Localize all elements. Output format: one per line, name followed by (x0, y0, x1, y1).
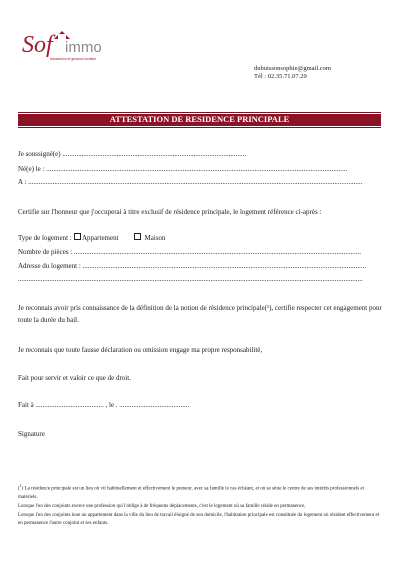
signature-label: Signature (18, 430, 45, 438)
logo-tagline: transaction et gérance locative (50, 57, 96, 61)
address-dots: .................................................................................................................................................................. (82, 262, 367, 270)
address-dots-2: ..................................................................................................................................................................................................... (18, 275, 363, 283)
housing-type-label: Type de logement : (18, 234, 72, 242)
apartment-option-label: Appartement (82, 234, 119, 242)
footnote-text-2: Lorsque l'un des conjoints exerce une profession qui l'oblige à de fréquents déplacements, c'est le logement où sa famille réside en permanence, (18, 504, 306, 510)
undersigned-line: Je soussigné(e) ......................................................................................................... (18, 150, 247, 158)
company-logo (20, 22, 130, 66)
logo-script-text: Sof (22, 32, 53, 58)
contact-email: dubuissonsophie@gmail.com (254, 65, 331, 72)
sofimmo-logo-graphic (20, 22, 130, 66)
footnote-definition: ($^1$) La résidence principale est un lieu où vit habituellement et effectivement le preneur, avec sa famille le cas échéant, et où se situe le centre de ses intérêts professionnels et matériels. (18, 483, 365, 501)
contact-block (254, 65, 331, 81)
born-line (18, 165, 376, 174)
footnote-text-1: La résidence principale est un lieu où vit habituellement et effectivement le preneur, avec sa famille le cas échéant, et où se situe le centre de ses intérêts professionnels et matériels. (18, 486, 365, 501)
apartment-checkbox[interactable] (74, 233, 81, 240)
house-option-label: Maison (144, 234, 166, 242)
address-line-2 (18, 275, 382, 284)
rooms-line (18, 248, 370, 257)
contact-phone: Tél : 02.35.71.07.29 (254, 73, 307, 80)
house-checkbox[interactable] (134, 233, 141, 240)
address-label: Adresse du logement : (18, 262, 81, 270)
responsibility-statement: Je reconnais que toute fausse déclaration ou omission engage ma propre responsabilité, (18, 346, 263, 354)
born-dots: ............................................................................................................................................................................ (46, 165, 348, 173)
document-title: ATTESTATION DE RESIDENCE PRINCIPALE (18, 114, 381, 126)
at-dots: ............................................................................................................................................................................................... (28, 178, 363, 186)
made-at-line: Fait à ....................................... , le . ........................................ (18, 401, 190, 409)
done-statement: Fait pour servir et valoir ce que de droit. (18, 374, 131, 382)
footnote-text-3: Lorsque l'un des conjoints loue un appartement dans la ville du lieu de travail éloigné de son domicile, l'habitation principale est constituée du logement où résident effectivement et en permanence l'autre conjoint et ses enfants. (18, 512, 380, 527)
at-line (18, 178, 381, 187)
address-line (18, 262, 370, 271)
housing-type-line (18, 233, 166, 243)
footnote-marker: 1 (19, 483, 22, 488)
footnote-block (18, 482, 382, 529)
at-label: A : (18, 178, 27, 186)
logo-name-text: immo (65, 39, 102, 56)
knowledge-statement: Je reconnais avoir pris connaissance de la définition de la notion de résidence principale(¹), certifie respecter cet engagement pour toute la durée du bail. (18, 304, 382, 324)
title-banner (18, 112, 381, 128)
certify-text: Certifie sur l'honneur que j'occuperai à titre exclusif de résidence principale, le logement référence ci-après : (18, 208, 322, 216)
rooms-label: Nombre de pièces : (18, 248, 73, 256)
born-label: Né(e) le : (18, 165, 45, 173)
rooms-dots: .................................................................................................................................................................... (73, 248, 361, 256)
